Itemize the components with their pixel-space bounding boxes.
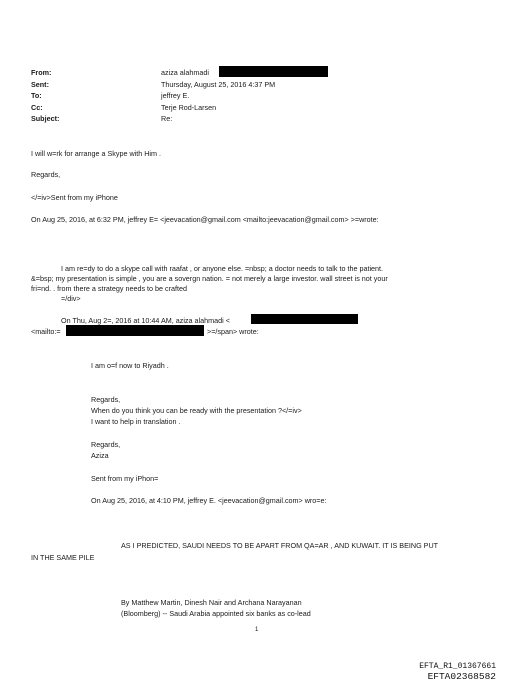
quoted-line: Regards,: [91, 440, 121, 449]
quoted-line: AS I PREDICTED, SAUDI NEEDS TO BE APART FROM QA=AR , AND KUWAIT. IT IS BEING PUT: [121, 541, 439, 550]
quoted-line: IN THE SAME PILE: [31, 553, 95, 562]
redaction-bar: [251, 314, 358, 324]
from-label: From:: [31, 68, 52, 77]
quote-header-suffix: >=/span> wrote:: [207, 327, 259, 336]
bates-id-secondary: EFTA02368582: [427, 671, 496, 682]
redaction-bar: [219, 66, 328, 77]
subject-label: Subject:: [31, 114, 60, 123]
cc-label: Cc:: [31, 103, 43, 112]
quoted-paragraph-line: &=bsp; my presentation is simple , you are a sovergn nation. = not merely a large investor. wall street is not your: [31, 274, 388, 283]
quoted-line: Regards,: [91, 395, 121, 404]
quoted-paragraph-line: I am re=dy to do a skype call with raafat , or anyone else. =nbsp; a doctor needs to talk to the patient.: [61, 264, 384, 273]
quoted-line: Aziza: [91, 451, 109, 460]
quote-header-prefix: <mailto:=: [31, 327, 61, 336]
article-byline: By Matthew Martin, Dinesh Nair and Archana Narayanan: [121, 598, 302, 607]
quoted-paragraph-line: =/div>: [61, 294, 81, 303]
sent-value: Thursday, August 25, 2016 4:37 PM: [161, 80, 276, 89]
to-label: To:: [31, 91, 42, 100]
quote-header: On Aug 25, 2016, at 4:10 PM, jeffrey E. <jeevacation@gmail.com> wro=e:: [91, 496, 327, 505]
body-line: </=iv>Sent from my iPhone: [31, 193, 118, 202]
bates-id-primary: EFTA_R1_01367661: [419, 662, 496, 671]
page-number: 1: [255, 627, 259, 633]
quoted-line: Sent from my iPhon=: [91, 474, 159, 483]
cc-value: Terje Rod-Larsen: [161, 103, 217, 112]
subject-value: Re:: [161, 114, 173, 123]
body-line: Regards,: [31, 170, 61, 179]
quoted-line: I am o=f now to Riyadh .: [91, 361, 169, 370]
from-value: aziza alahmadi: [161, 68, 209, 77]
quoted-line: I want to help in translation .: [91, 417, 181, 426]
to-value: jeffrey E.: [161, 91, 190, 100]
quote-header: On Thu, Aug 2=, 2016 at 10:44 AM, aziza alahmadi <: [61, 316, 230, 325]
sent-label: Sent:: [31, 80, 49, 89]
article-line: (Bloomberg) -- Saudi Arabia appointed six banks as co-lead: [121, 609, 311, 618]
redaction-bar: [66, 325, 204, 336]
quote-header: On Aug 25, 2016, at 6:32 PM, jeffrey E= <jeevacation@gmail.com <mailto:jeevacation@gmail.com> >=wrote:: [31, 215, 379, 224]
body-line: I will w=rk for arrange a Skype with Him .: [31, 149, 162, 158]
quoted-line: When do you think you can be ready with the presentation ?</=iv>: [91, 406, 302, 415]
quoted-paragraph-line: fri=nd. . from there a strategy needs to be crafted: [31, 284, 188, 293]
